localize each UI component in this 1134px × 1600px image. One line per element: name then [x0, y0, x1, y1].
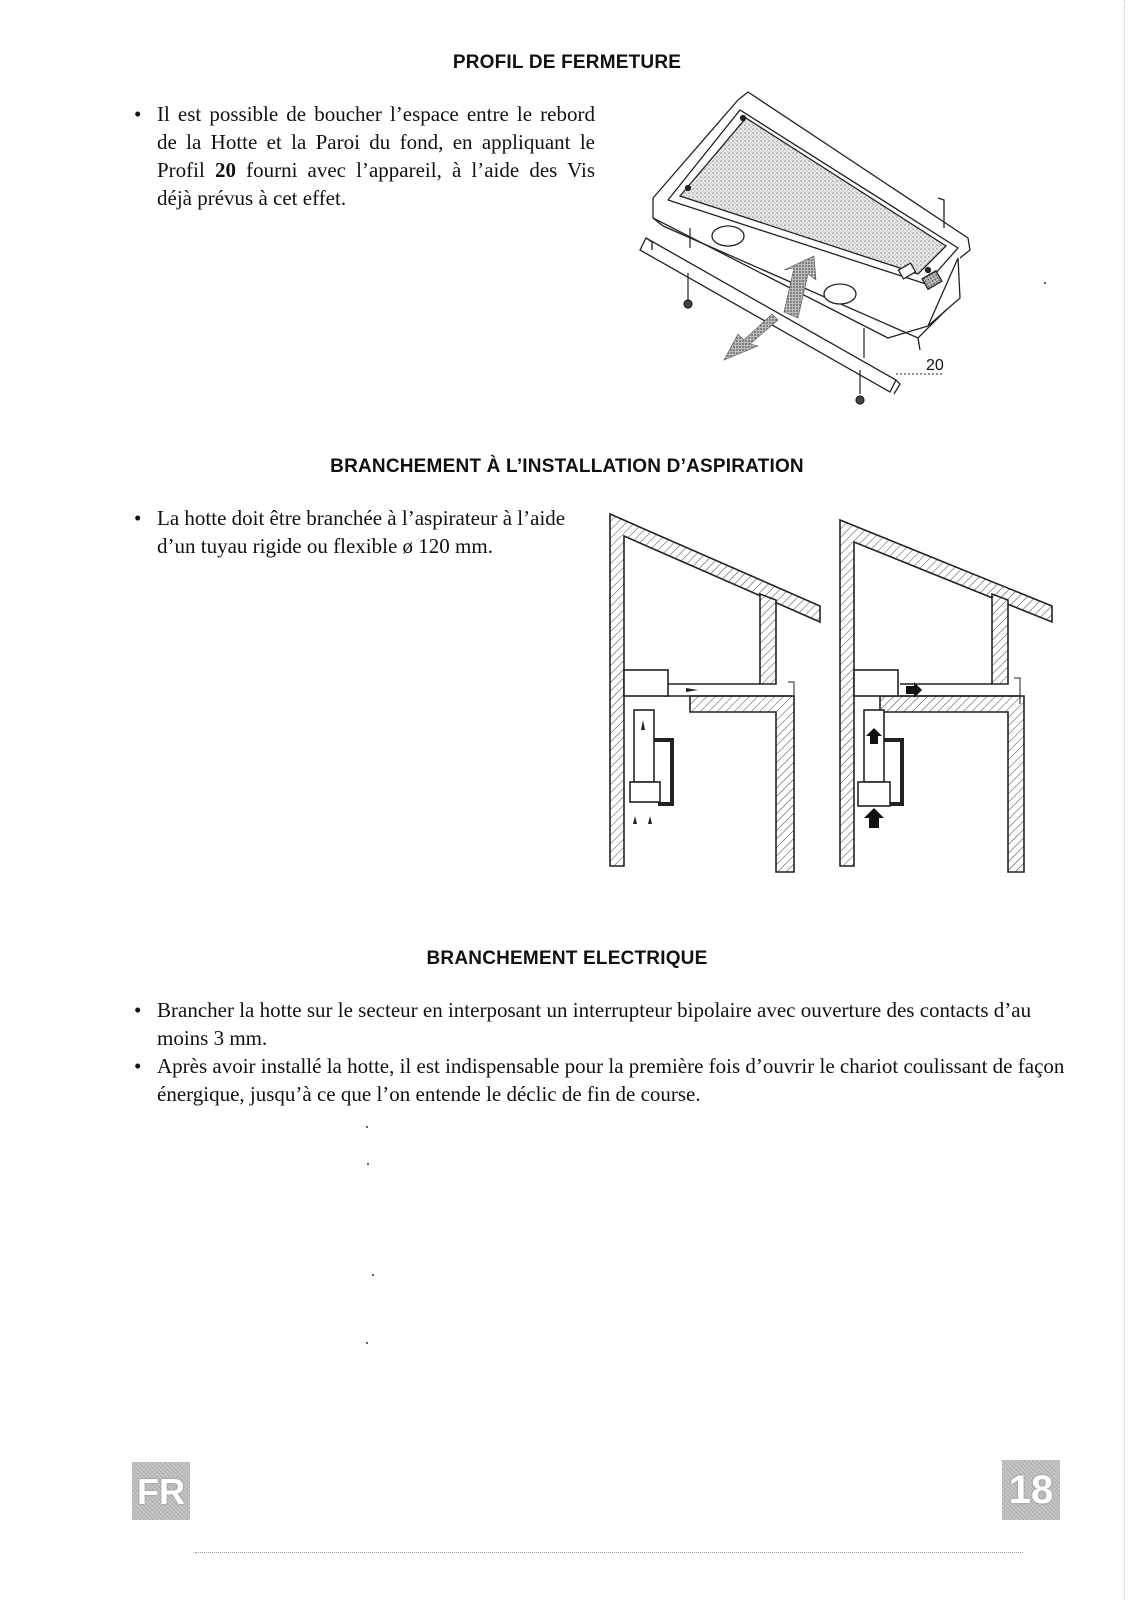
bullet-aspiration [134, 504, 597, 560]
bullet-profil-text-2: fourni avec l’appareil, à l’aide des Vis déjà prévus à cet effet. [157, 158, 595, 210]
print-speck [367, 1163, 369, 1165]
print-speck [366, 1126, 368, 1128]
hood-profile-figure [628, 88, 974, 418]
print-speck [366, 1342, 368, 1344]
bullet-electrique-1 [134, 996, 1077, 1052]
ducting-diagram-left [610, 514, 820, 872]
bullet-electrique-2-text: Après avoir installé la hotte, il est indispensable pour la première fois d’ouvrir le chariot coulissant de façon énergique, jusqu’à ce que l’on entende le déclic de fin de course. [157, 1054, 1065, 1106]
bullet-dot: • [134, 998, 142, 1022]
bullet-electrique-1-text: Brancher la hotte sur le secteur en interposant un interrupteur bipolaire avec ouverture des contacts d’au moins 3 mm. [157, 998, 1032, 1050]
bullet-aspiration-text: La hotte doit être branchée à l’aspirateur à l’aide d’un tuyau rigide ou flexible ø 120 mm. [157, 506, 566, 558]
section-heading-profil: PROFIL DE FERMETURE [452, 52, 682, 73]
language-badge: FR [132, 1462, 190, 1520]
bullet-dot: • [134, 506, 142, 530]
profile-number-label: 20 [926, 357, 944, 374]
bullet-profil-text-1: Il est possible de boucher l’espace entre le rebord de la Hotte et la Paroi du fond, en appliquant le Profil [157, 102, 595, 182]
bullet-dot: • [134, 102, 142, 126]
bullet-profil-bold: 20 [214, 158, 236, 182]
bullet-profil [134, 100, 595, 212]
bullet-electrique-2 [134, 1052, 1087, 1108]
print-speck [372, 1274, 374, 1276]
arrow-down-icon [724, 314, 778, 360]
section-heading-aspiration: BRANCHEMENT À L’INSTALLATION D’ASPIRATION [330, 456, 804, 477]
footer-divider [195, 1552, 1023, 1553]
hood-body [653, 92, 970, 350]
ducting-diagrams-figure [600, 506, 1070, 878]
bullet-dot: • [134, 1054, 142, 1078]
page-edge-divider [1124, 0, 1125, 1600]
section-heading-electrique: BRANCHEMENT ELECTRIQUE [426, 948, 708, 969]
print-speck [1044, 282, 1046, 284]
page-number-badge: 18 [1002, 1460, 1060, 1520]
